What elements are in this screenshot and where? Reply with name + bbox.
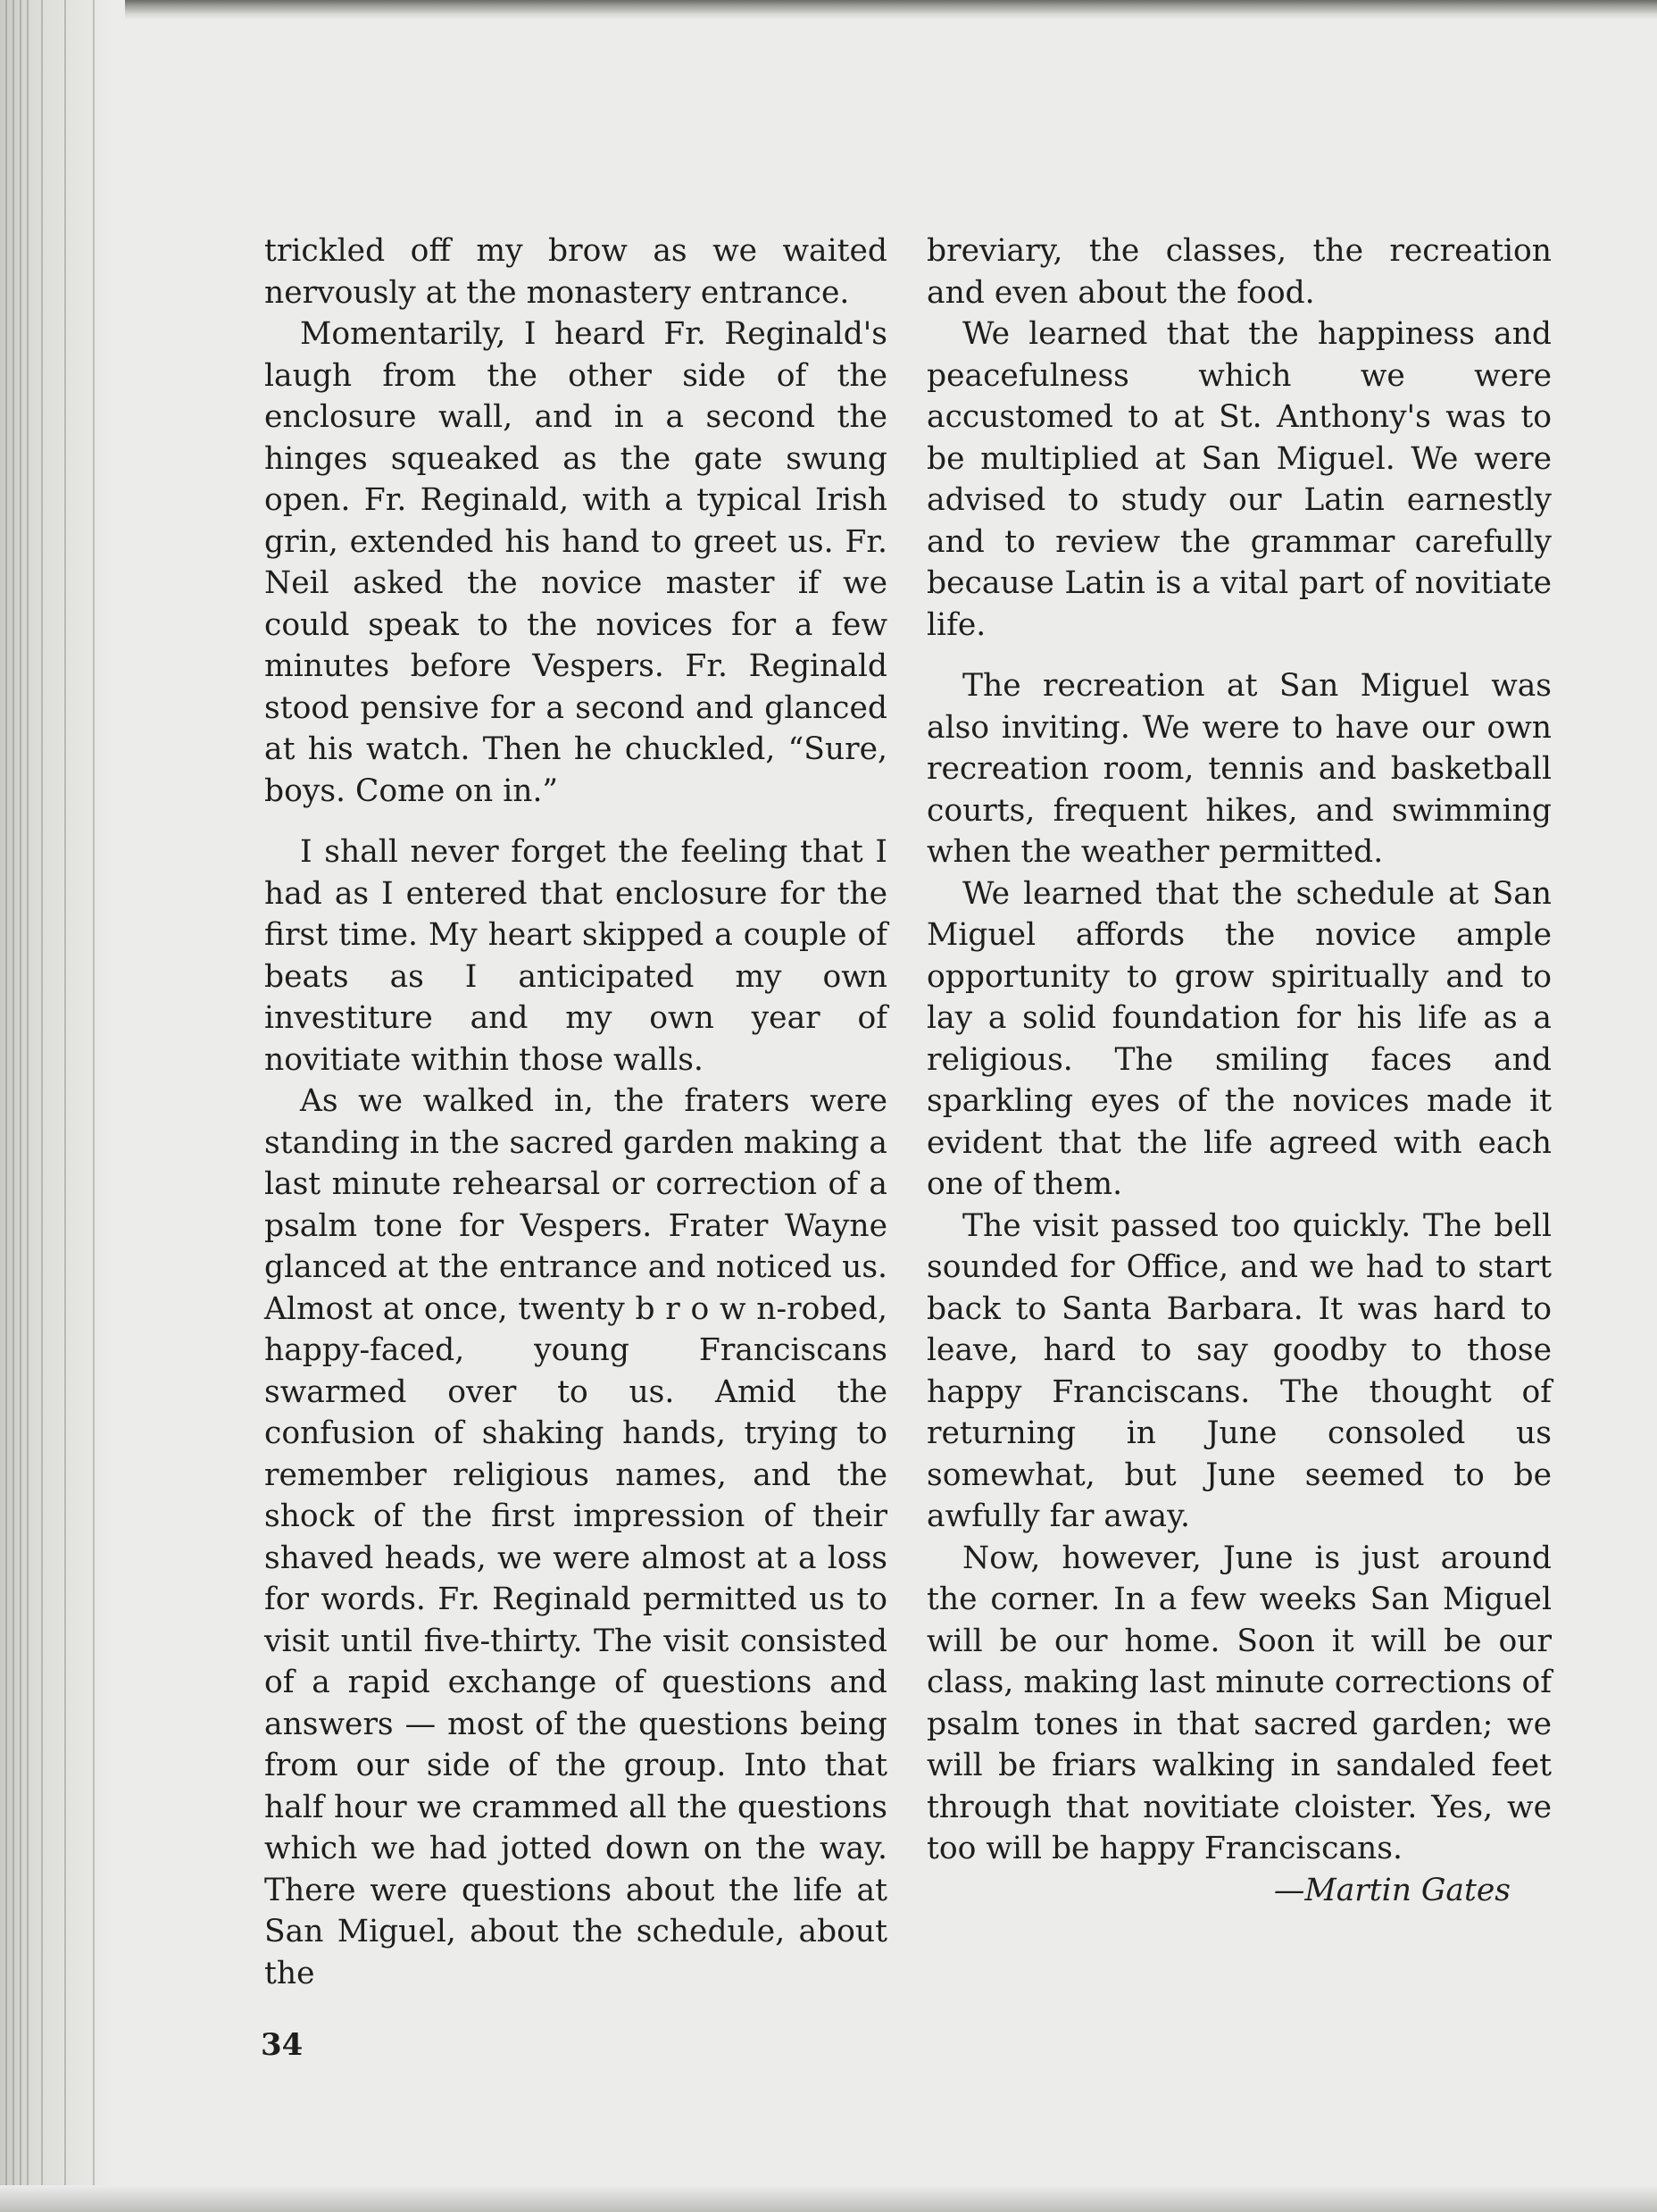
- paragraph: trickled off my brow as we waited nervously at the monastery entrance.: [264, 233, 887, 311]
- page-edge-line: [64, 0, 66, 2212]
- page-edge-line: [41, 0, 43, 2212]
- page-edge-line: [93, 0, 95, 2212]
- right-text-column: [927, 230, 1552, 1911]
- left-text-column: [264, 230, 887, 1994]
- top-page-edge: [125, 0, 1657, 20]
- paragraph: As we walked in, the fraters were standing in the sacred garden making a last minute rehearsal or correction of a psalm tone for Vespers. Frater Wayne glanced at the entrance and noticed us. Almost at once, twenty b r o w n-robed, happy-faced, young Franciscans swarmed over to us. Amid the confusion of shaking hands, trying to remember religious names, and the shock of the first impression of their shaved heads, we were almost at a loss for words. Fr. Reginald permitted us to visit until five-thirty. The visit consisted of a rapid exchange of questions and answers — most of the questions being from our side of the group. Into that half hour we crammed all the questions which we had jotted down on the way. There were questions about the life at San Miguel, about the schedule, about the: [264, 1083, 887, 1991]
- paragraph: Now, however, June is just around the corner. In a few weeks San Miguel will be our home. Soon it will be our class, making last minute corrections of psalm tones in that sacred garden; we will be friars walking in sandaled feet through that novitiate cloister. Yes, we too will be happy Franciscans.: [927, 1540, 1552, 1866]
- paragraph: The recreation at San Miguel was also inviting. We were to have our own recreation room, tennis and basketball courts, frequent hikes, and swimming when the weather permitted.: [927, 668, 1552, 870]
- page-edge-line: [12, 0, 14, 2212]
- page-binding-shadow: [0, 0, 114, 2212]
- paragraph: We learned that the happiness and peacefulness which we were accustomed to at St. Anthony's was to be multiplied at San Miguel. We were advised to study our Latin earnestly and to review the grammar carefully because Latin is a vital part of novitiate life.: [927, 316, 1552, 643]
- paragraph: breviary, the classes, the recreation and even about the food.: [927, 233, 1552, 311]
- page-number: 34: [261, 2027, 304, 2063]
- paragraph: I shall never forget the feeling that I had as I entered that enclosure for the first time. My heart skipped a couple of beats as I anticipated my own investiture and my own year of novitiate within those walls.: [264, 834, 887, 1078]
- paragraph: We learned that the schedule at San Miguel affords the novice ample opportunity to grow spiritually and to lay a solid foundation for his life as a religious. The smiling faces and sparkling eyes of the novices made it evident that the life agreed with each one of them.: [927, 875, 1552, 1202]
- author-signature: —Martin Gates: [1273, 1872, 1511, 1908]
- page-edge-line: [20, 0, 21, 2212]
- paragraph: Momentarily, I heard Fr. Reginald's laugh from the other side of the enclosure wall, and in a second the hinges squeaked as the gate swung open. Fr. Reginald, with a typical Irish grin, extended his hand to greet us. Fr. Neil asked the novice master if we could speak to the novices for a few minutes before Vespers. Fr. Reginald stood pensive for a second and glanced at his watch. Then he chuckled, “Sure, boys. Come on in.”: [264, 316, 887, 809]
- bottom-page-edge: [0, 2185, 1657, 2212]
- page-edge-line: [27, 0, 29, 2212]
- paragraph: The visit passed too quickly. The bell sounded for Office, and we had to start back to Santa Barbara. It was hard to leave, hard to say goodby to those happy Franciscans. The thought of returning in June consoled us somewhat, but June seemed to be awfully far away.: [927, 1207, 1552, 1534]
- page-edge-line: [5, 0, 7, 2212]
